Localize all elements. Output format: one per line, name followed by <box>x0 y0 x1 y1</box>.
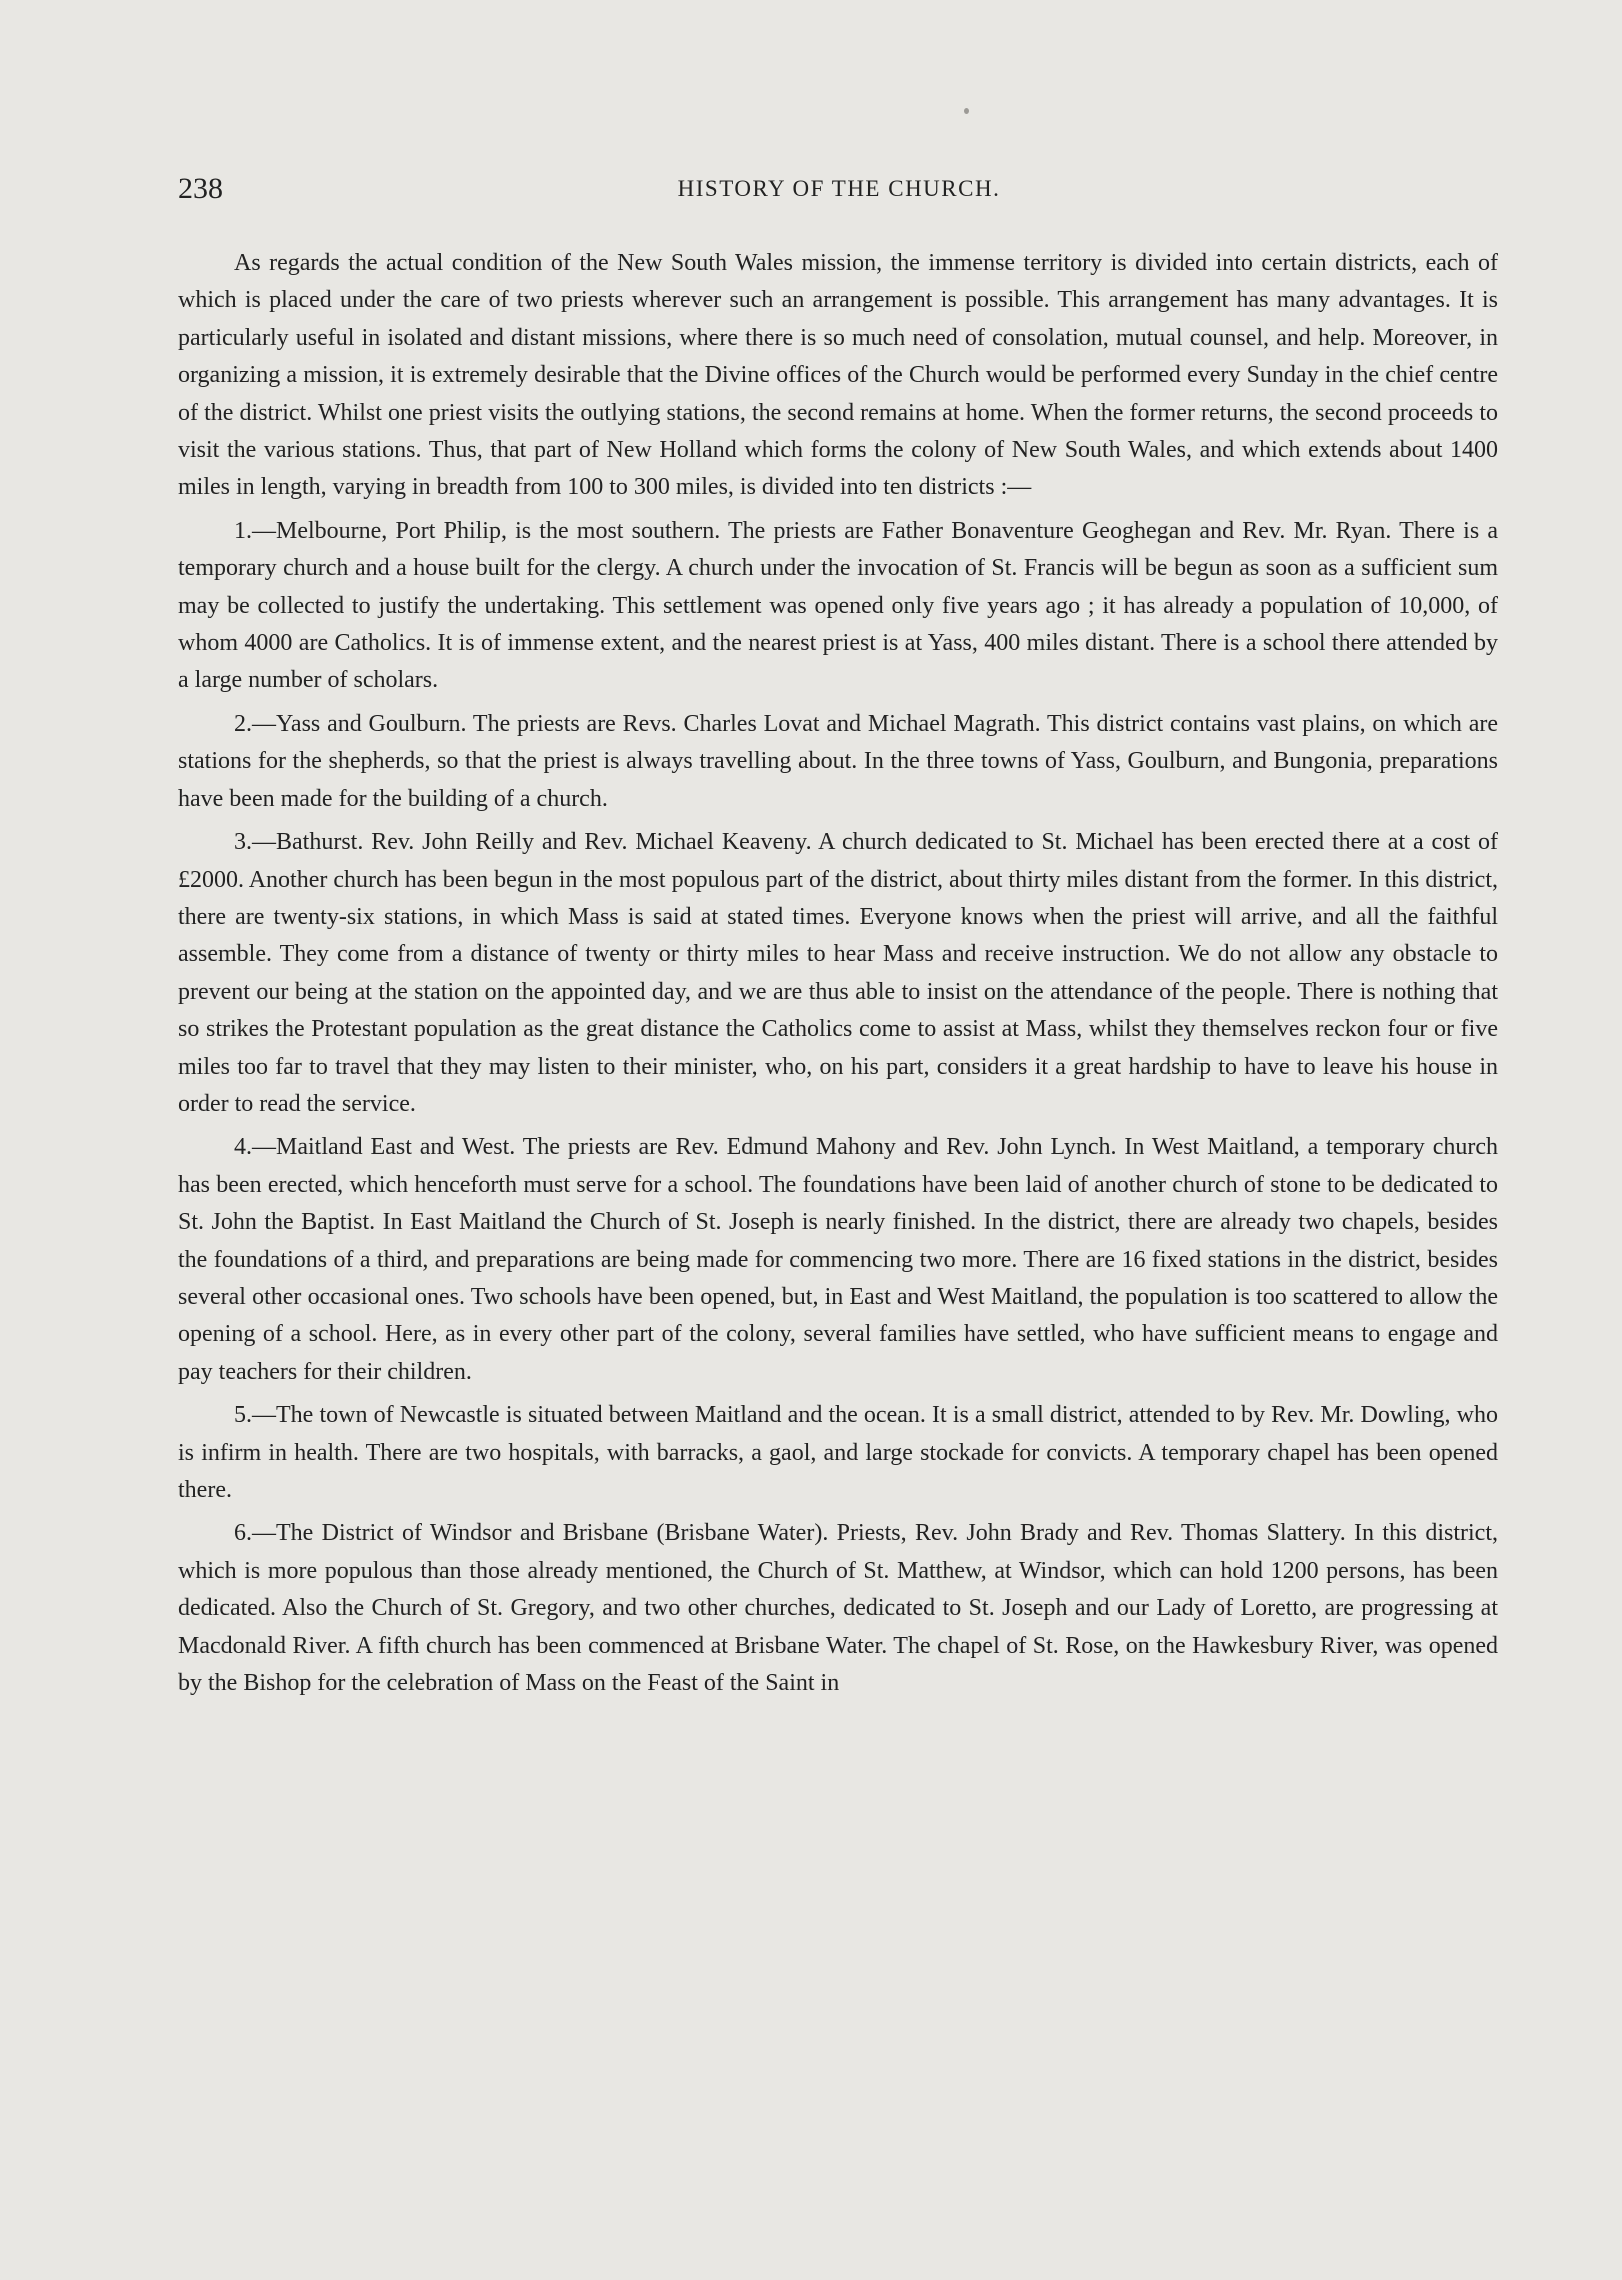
paragraph-district-3: 3.—Bathurst. Rev. John Reilly and Rev. Michael Keaveny. A church dedicated to St. Michael has been erected there at a cost of £2000. Another church has been begun in the most populous part of the district, about thirty miles distant from the former. In this district, there are twenty-six stations, in which Mass is said at stated times. Everyone knows when the priest will arrive, and all the faithful assemble. They come from a distance of twenty or thirty miles to hear Mass and receive instruction. We do not allow any obstacle to prevent our being at the station on the appointed day, and we are thus able to insist on the attendance of the people. There is nothing that so strikes the Protestant population as the great distance the Catholics come to assist at Mass, whilst they themselves reckon four or five miles too far to travel that they may listen to their minister, who, on his part, considers it a great hardship to have to leave his house in order to read the service. <box>178 829 1498 1117</box>
ink-speck <box>964 108 969 114</box>
paragraph-intro: As regards the actual condition of the New South Wales mission, the immense territory is divided into certain districts, each of which is placed under the care of two priests wherever such an arrangement is possible. This arrangement has many advantages. It is particularly useful in isolated and distant missions, where there is so much need of consolation, mutual counsel, and help. Moreover, in organizing a mission, it is extremely desirable that the Divine offices of the Church would be performed every Sunday in the chief centre of the district. Whilst one priest visits the outlying stations, the second remains at home. When the former returns, the second proceeds to visit the various stations. Thus, that part of New Holland which forms the colony of New South Wales, and which extends about 1400 miles in length, varying in breadth from 100 to 300 miles, is divided into ten districts :— <box>178 250 1498 501</box>
paragraph-district-6: 6.—The District of Windsor and Brisbane (Brisbane Water). Priests, Rev. John Brady and Rev. Thomas Slattery. In this district, which is more populous than those already mentioned, the Church of St. Matthew, at Windsor, which can hold 1200 persons, has been dedicated. Also the Church of St. Gregory, and two other churches, dedicated to St. Joseph and our Lady of Loretto, are progressing at Macdonald River. A fifth church has been commenced at Brisbane Water. The chapel of St. Rose, on the Hawkesbury River, was opened by the Bishop for the celebration of Mass on the Feast of the Saint in <box>178 1520 1498 1697</box>
running-title: HISTORY OF THE CHURCH. <box>677 176 1001 201</box>
paragraph-district-2: 2.—Yass and Goulburn. The priests are Revs. Charles Lovat and Michael Magrath. This district contains vast plains, on which are stations for the shepherds, so that the priest is always travelling about. In the three towns of Yass, Goulburn, and Bungonia, preparations have been made for the building of a church. <box>178 710 1498 812</box>
page-number: 238 <box>178 172 223 205</box>
paragraph-district-4: 4.—Maitland East and West. The priests are Rev. Edmund Mahony and Rev. John Lynch. In West Maitland, a temporary church has been erected, which henceforth must serve for a school. The foundations have been laid of another church of stone to be dedicated to St. John the Baptist. In East Maitland the Church of St. Joseph is nearly finished. In the district, there are already two chapels, besides the foundations of a third, and preparations are being made for commencing two more. There are 16 fixed stations in the district, besides several other occasional ones. Two schools have been opened, but, in East and West Maitland, the population is too scattered to allow the opening of a school. Here, as in every other part of the colony, several families have settled, who have sufficient means to engage and pay teachers for their children. <box>178 1134 1498 1385</box>
paragraph-district-1: 1.—Melbourne, Port Philip, is the most southern. The priests are Father Bonaventure Geoghegan and Rev. Mr. Ryan. There is a temporary church and a house built for the clergy. A church under the invocation of St. Francis will be begun as soon as a sufficient sum may be collected to justify the undertaking. This settlement was opened only five years ago ; it has already a population of 10,000, of whom 4000 are Catholics. It is of immense extent, and the nearest priest is at Yass, 400 miles distant. There is a school there attended by a large number of scholars. <box>178 517 1498 694</box>
body-text <box>178 245 1498 1708</box>
page-header <box>178 168 1500 208</box>
paragraph-district-5: 5.—The town of Newcastle is situated between Maitland and the ocean. It is a small district, attended to by Rev. Mr. Dowling, who is infirm in health. There are two hospitals, with barracks, a gaol, and large stockade for convicts. A temporary chapel has been opened there. <box>178 1402 1498 1503</box>
